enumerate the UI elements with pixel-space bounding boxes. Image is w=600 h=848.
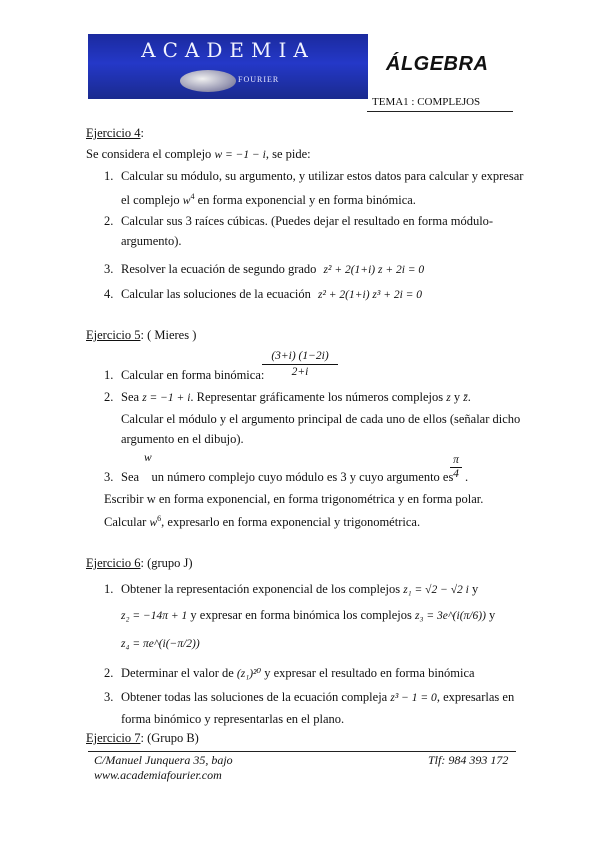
ex4-item1-line2 <box>121 192 416 208</box>
topic-label: TEMA1 : COMPLEJOS <box>372 96 481 108</box>
ex5-item3-frac-num: π <box>453 454 459 466</box>
ex7-title: Ejercicio 7 <box>86 731 141 745</box>
ex5-item2-z: z <box>446 392 451 404</box>
ex5-item3-frac-den: 4 <box>450 467 462 480</box>
ex5-note: : ( Mieres ) <box>140 328 197 342</box>
ex4-item3-num: 3. <box>104 262 114 276</box>
ex5-heading <box>86 328 196 343</box>
ex4-intro-post: , se pide: <box>265 147 311 161</box>
ex5-line-b <box>104 514 420 530</box>
footer-address: C/Manuel Junquera 35, bajo <box>94 753 233 767</box>
ex4-item4-text: Calcular las soluciones de la ecuación <box>121 287 311 301</box>
ex4-item1-sup: 4 <box>190 192 195 201</box>
ex6-item3-line2: forma binómico y representarlas en el plano. <box>121 712 345 726</box>
ex4-item1-num: 1. <box>104 169 114 183</box>
ex6-item3-post: , expresarlas en <box>436 690 515 704</box>
ex5-line-b-sup: 6 <box>157 514 162 523</box>
ex6-item2-line <box>121 666 475 681</box>
ex5-item2-line2: Calcular el módulo y el argumento principal de cada uno de ellos (señalar dicho <box>121 412 521 426</box>
ex4-item4-num: 4. <box>104 287 114 301</box>
ex6-item1-y1: y <box>472 582 479 596</box>
ex6-item3-text: Obtener todas las soluciones de la ecuación compleja <box>121 690 388 704</box>
ex4-item2-line2: argumento). <box>121 234 182 248</box>
ex5-item1-frac-num: (3+i) (1−2i) <box>271 350 329 362</box>
logo-subtitle: FOURIER <box>238 75 280 84</box>
ex6-item1-z1: z₁ = √2 − √2 i <box>403 584 469 596</box>
ex4-item1-pre: el complejo <box>121 193 180 208</box>
ex4-intro-math: w = −1 − i <box>214 149 266 161</box>
ex5-line-b-pre: Calcular <box>104 515 147 530</box>
ex5-item3-text: Sea un número complejo cuyo módulo es 3 y cuyo argumento es <box>121 470 454 484</box>
header-rule <box>367 111 513 112</box>
logo-emblem-icon <box>180 70 236 92</box>
ex5-item1-num: 1. <box>104 368 114 382</box>
ex6-item1-num: 1. <box>104 582 114 596</box>
ex5-item2-dot: . <box>467 390 471 404</box>
ex4-item3-text: Resolver la ecuación de segundo grado <box>121 262 317 276</box>
ex5-item2-num: 2. <box>104 390 114 404</box>
ex4-item3-math: z² + 2(1+i) z + 2i = 0 <box>323 264 425 276</box>
footer-website: www.academiafourier.com <box>94 768 222 782</box>
footer-phone: Tlf: 984 393 172 <box>428 753 509 767</box>
ex6-title: Ejercicio 6 <box>86 556 141 570</box>
ex5-item3-dot: . <box>465 470 469 484</box>
ex6-item1-mid: y expresar en forma binómica los complejos <box>190 608 412 622</box>
ex6-item1-z2: z₂ = −14π + 1 <box>121 610 188 622</box>
ex6-item3-math: z³ − 1 = 0 <box>390 692 437 704</box>
ex5-item2-post: . Representar gráficamente los números complejos <box>190 390 444 404</box>
ex6-item1-y2: y <box>489 608 496 622</box>
academy-logo <box>88 34 368 99</box>
ex6-item3-num: 3. <box>104 690 114 704</box>
ex7-note: : (Grupo B) <box>140 731 199 745</box>
ex5-item2-pre: Sea <box>121 390 140 404</box>
ex5-item3-w-label: w <box>144 452 152 464</box>
ex6-item1-line1 <box>121 582 478 597</box>
ex5-item3-fraction <box>450 454 462 480</box>
ex6-heading <box>86 556 193 571</box>
ex6-item1-line3 <box>121 636 200 651</box>
ex4-heading <box>86 126 144 141</box>
ex5-line-b-post: , expresarlo en forma exponencial y trigonométrica. <box>161 515 421 530</box>
ex4-colon: : <box>140 126 144 140</box>
ex6-item3-line1 <box>121 690 514 705</box>
ex4-item1-line1: Calcular su módulo, su argumento, y utilizar estos datos para calcular y expresar <box>121 169 524 183</box>
subject-title: ÁLGEBRA <box>386 53 489 75</box>
logo-title: ACADEMIA <box>141 38 315 62</box>
ex5-item2-line1 <box>121 390 471 405</box>
ex5-item2-math: z = −1 + i <box>142 392 191 404</box>
footer-rule <box>88 751 516 752</box>
ex5-item2-line3: argumento en el dibujo). <box>121 432 244 446</box>
ex4-item1-math: w <box>182 195 191 208</box>
ex4-item2-num: 2. <box>104 214 114 228</box>
ex5-title: Ejercicio 5 <box>86 328 141 342</box>
ex5-line-a: Escribir w en forma exponencial, en forma trigonométrica y en forma polar. <box>104 492 484 506</box>
ex4-item4-math: z² + 2(1+i) z³ + 2i = 0 <box>317 289 423 301</box>
ex6-note: : (grupo J) <box>140 556 193 570</box>
ex5-item1-text: Calcular en forma binómica: <box>121 368 265 382</box>
ex5-item2-zbar: z̄ <box>463 392 468 404</box>
ex6-item1-line2 <box>121 608 495 623</box>
ex4-item1-post: en forma exponencial y en forma binómica. <box>197 193 416 208</box>
ex6-item2-num: 2. <box>104 666 114 680</box>
ex5-item1-fraction <box>262 350 338 378</box>
ex6-item1-z3: z₃ = 3e^(i(π/6)) <box>414 610 486 622</box>
ex4-intro-text: Se considera el complejo <box>86 147 212 161</box>
ex5-item2-y: y <box>453 390 461 404</box>
ex4-item4-line <box>121 287 422 302</box>
ex5-item3-num: 3. <box>104 470 114 484</box>
ex6-item2-post: y expresar el resultado en forma binómica <box>264 666 475 680</box>
ex6-item2-pre: Determinar el valor de <box>121 666 234 680</box>
ex6-item1-text: Obtener la representación exponencial de los complejos <box>121 582 401 596</box>
ex4-item2-line1: Calcular sus 3 raíces cúbicas. (Puedes dejar el resultado en forma módulo- <box>121 214 494 228</box>
ex6-item2-math: (z₁)²⁰ <box>236 668 262 680</box>
ex5-line-b-math: w <box>149 517 158 530</box>
ex4-intro <box>86 147 311 162</box>
ex4-item3-line <box>121 262 424 277</box>
ex5-item1-frac-den: 2+i <box>262 364 338 378</box>
ex7-heading <box>86 731 199 746</box>
ex6-item1-z4: z₄ = πe^(i(−π/2)) <box>121 638 200 650</box>
ex4-title: Ejercicio 4 <box>86 126 141 140</box>
